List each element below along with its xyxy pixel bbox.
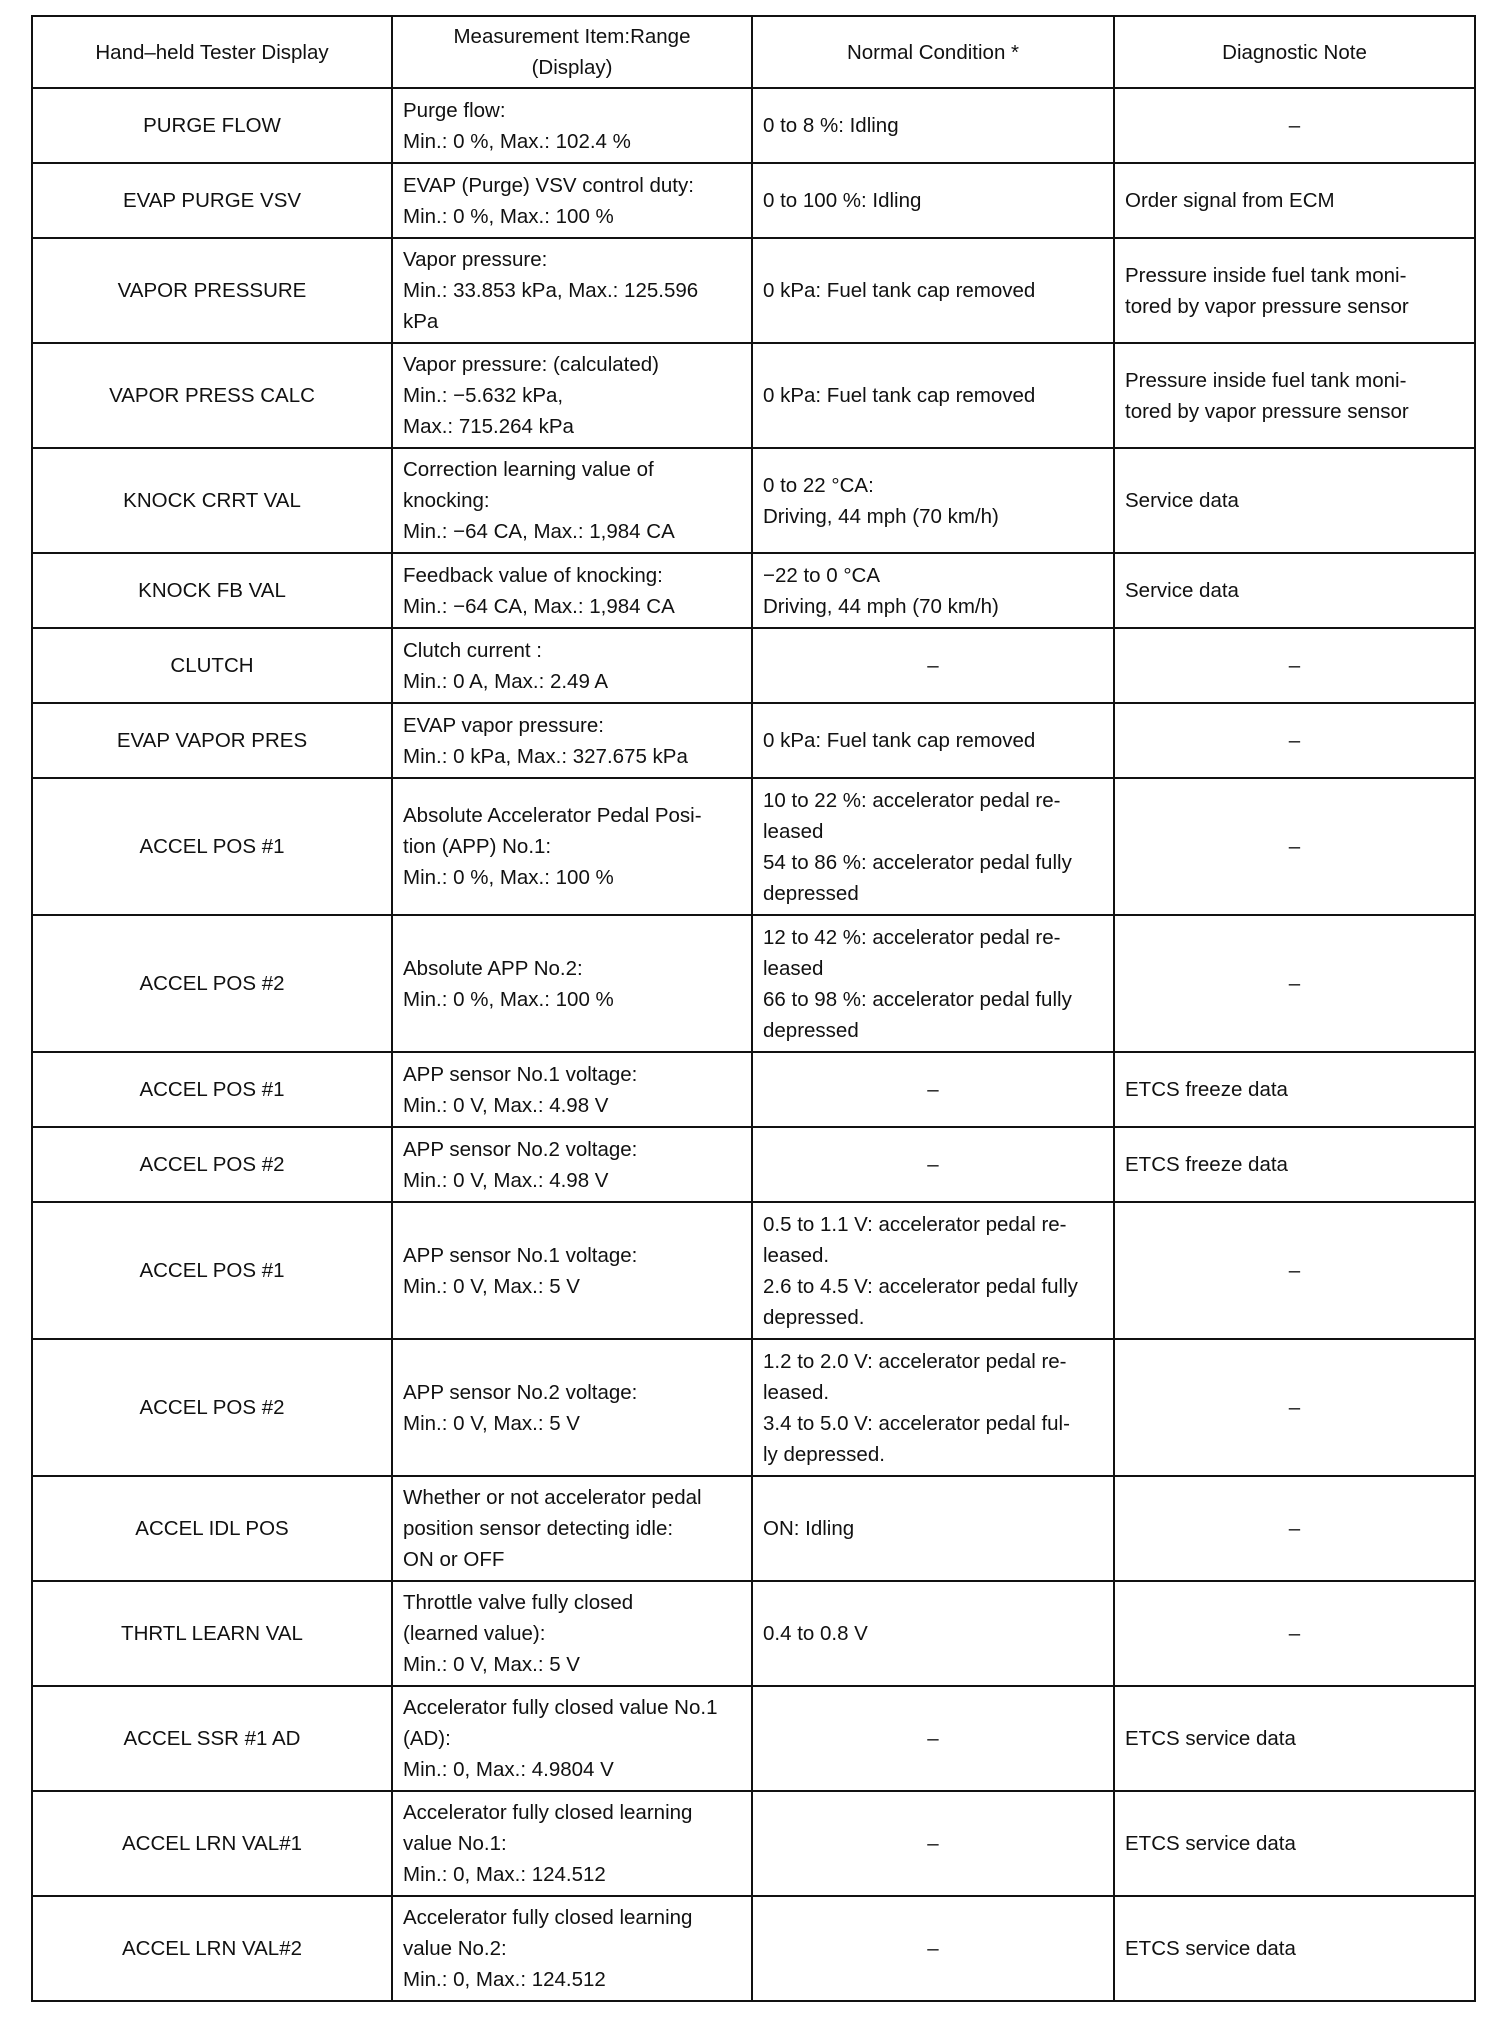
cell-measurement-item: EVAP (Purge) VSV control duty: Min.: 0 %, Max.: 100 %: [392, 163, 752, 238]
cell-measurement-item: APP sensor No.1 voltage: Min.: 0 V, Max.: 5 V: [392, 1202, 752, 1339]
cell-normal-condition: 0 to 100 %: Idling: [752, 163, 1114, 238]
cell-diagnostic-note: Service data: [1114, 553, 1475, 628]
header-tester-display: Hand–held Tester Display: [32, 16, 392, 88]
cell-tester-display: ACCEL LRN VAL#1: [32, 1791, 392, 1896]
cell-tester-display: KNOCK CRRT VAL: [32, 448, 392, 553]
cell-measurement-item: Purge flow: Min.: 0 %, Max.: 102.4 %: [392, 88, 752, 163]
cell-tester-display: PURGE FLOW: [32, 88, 392, 163]
cell-normal-condition: 0 kPa: Fuel tank cap removed: [752, 238, 1114, 343]
table-row: [32, 628, 1475, 703]
cell-measurement-item: Feedback value of knocking: Min.: −64 CA, Max.: 1,984 CA: [392, 553, 752, 628]
header-row: [32, 16, 1475, 88]
cell-normal-condition: 10 to 22 %: accelerator pedal re- leased 54 to 86 %: accelerator pedal fully depressed: [752, 778, 1114, 915]
cell-diagnostic-note: –: [1114, 1581, 1475, 1686]
table-row: [32, 703, 1475, 778]
cell-measurement-item: Correction learning value of knocking: Min.: −64 CA, Max.: 1,984 CA: [392, 448, 752, 553]
cell-tester-display: ACCEL POS #1: [32, 1202, 392, 1339]
cell-measurement-item: Accelerator fully closed learning value No.2: Min.: 0, Max.: 124.512: [392, 1896, 752, 2001]
cell-measurement-item: Clutch current : Min.: 0 A, Max.: 2.49 A: [392, 628, 752, 703]
cell-normal-condition: 0 kPa: Fuel tank cap removed: [752, 703, 1114, 778]
cell-diagnostic-note: Order signal from ECM: [1114, 163, 1475, 238]
header-measurement-item: Measurement Item:Range (Display): [392, 16, 752, 88]
cell-measurement-item: APP sensor No.2 voltage: Min.: 0 V, Max.: 5 V: [392, 1339, 752, 1476]
cell-tester-display: KNOCK FB VAL: [32, 553, 392, 628]
table-body: [32, 88, 1475, 2001]
table-row: [32, 915, 1475, 1052]
cell-normal-condition: –: [752, 1127, 1114, 1202]
cell-diagnostic-note: –: [1114, 628, 1475, 703]
cell-tester-display: ACCEL LRN VAL#2: [32, 1896, 392, 2001]
cell-measurement-item: Accelerator fully closed learning value No.1: Min.: 0, Max.: 124.512: [392, 1791, 752, 1896]
cell-normal-condition: 1.2 to 2.0 V: accelerator pedal re- leased. 3.4 to 5.0 V: accelerator pedal ful- ly depressed.: [752, 1339, 1114, 1476]
cell-diagnostic-note: ETCS service data: [1114, 1686, 1475, 1791]
cell-measurement-item: Accelerator fully closed value No.1 (AD): Min.: 0, Max.: 4.9804 V: [392, 1686, 752, 1791]
cell-measurement-item: Absolute Accelerator Pedal Posi- tion (APP) No.1: Min.: 0 %, Max.: 100 %: [392, 778, 752, 915]
cell-diagnostic-note: –: [1114, 1339, 1475, 1476]
cell-measurement-item: Vapor pressure: Min.: 33.853 kPa, Max.: 125.596 kPa: [392, 238, 752, 343]
cell-diagnostic-note: ETCS freeze data: [1114, 1127, 1475, 1202]
table-row: [32, 1476, 1475, 1581]
cell-tester-display: VAPOR PRESS CALC: [32, 343, 392, 448]
table-row: [32, 1052, 1475, 1127]
cell-normal-condition: –: [752, 1052, 1114, 1127]
table-row: [32, 1127, 1475, 1202]
cell-normal-condition: 0 to 8 %: Idling: [752, 88, 1114, 163]
header-diagnostic-note: Diagnostic Note: [1114, 16, 1475, 88]
cell-tester-display: THRTL LEARN VAL: [32, 1581, 392, 1686]
cell-measurement-item: Absolute APP No.2: Min.: 0 %, Max.: 100 %: [392, 915, 752, 1052]
cell-tester-display: ACCEL POS #1: [32, 778, 392, 915]
cell-measurement-item: APP sensor No.1 voltage: Min.: 0 V, Max.: 4.98 V: [392, 1052, 752, 1127]
table-row: [32, 238, 1475, 343]
cell-tester-display: EVAP VAPOR PRES: [32, 703, 392, 778]
cell-diagnostic-note: –: [1114, 88, 1475, 163]
cell-measurement-item: EVAP vapor pressure: Min.: 0 kPa, Max.: 327.675 kPa: [392, 703, 752, 778]
cell-normal-condition: 12 to 42 %: accelerator pedal re- leased 66 to 98 %: accelerator pedal fully depressed: [752, 915, 1114, 1052]
cell-diagnostic-note: ETCS service data: [1114, 1896, 1475, 2001]
cell-normal-condition: 0 to 22 °CA: Driving, 44 mph (70 km/h): [752, 448, 1114, 553]
cell-normal-condition: 0.5 to 1.1 V: accelerator pedal re- leased. 2.6 to 4.5 V: accelerator pedal fully depressed.: [752, 1202, 1114, 1339]
cell-diagnostic-note: –: [1114, 778, 1475, 915]
cell-diagnostic-note: Pressure inside fuel tank moni- tored by vapor pressure sensor: [1114, 238, 1475, 343]
table-row: [32, 1686, 1475, 1791]
cell-normal-condition: −22 to 0 °CA Driving, 44 mph (70 km/h): [752, 553, 1114, 628]
cell-diagnostic-note: –: [1114, 915, 1475, 1052]
cell-measurement-item: Vapor pressure: (calculated) Min.: −5.632 kPa, Max.: 715.264 kPa: [392, 343, 752, 448]
cell-measurement-item: Whether or not accelerator pedal position sensor detecting idle: ON or OFF: [392, 1476, 752, 1581]
table-row: [32, 1339, 1475, 1476]
cell-normal-condition: –: [752, 1686, 1114, 1791]
header-normal-condition: Normal Condition *: [752, 16, 1114, 88]
cell-tester-display: ACCEL POS #2: [32, 1127, 392, 1202]
cell-diagnostic-note: Service data: [1114, 448, 1475, 553]
table-row: [32, 88, 1475, 163]
cell-normal-condition: –: [752, 628, 1114, 703]
cell-diagnostic-note: –: [1114, 703, 1475, 778]
cell-normal-condition: ON: Idling: [752, 1476, 1114, 1581]
cell-tester-display: ACCEL POS #1: [32, 1052, 392, 1127]
cell-normal-condition: –: [752, 1791, 1114, 1896]
cell-tester-display: ACCEL POS #2: [32, 915, 392, 1052]
table-row: [32, 1896, 1475, 2001]
table-row: [32, 1202, 1475, 1339]
table-row: [32, 778, 1475, 915]
table-row: [32, 448, 1475, 553]
cell-tester-display: ACCEL IDL POS: [32, 1476, 392, 1581]
table-row: [32, 1581, 1475, 1686]
cell-measurement-item: APP sensor No.2 voltage: Min.: 0 V, Max.: 4.98 V: [392, 1127, 752, 1202]
cell-tester-display: ACCEL SSR #1 AD: [32, 1686, 392, 1791]
tester-data-table: [31, 15, 1476, 2002]
cell-tester-display: CLUTCH: [32, 628, 392, 703]
table-row: [32, 1791, 1475, 1896]
cell-diagnostic-note: ETCS service data: [1114, 1791, 1475, 1896]
table-row: [32, 553, 1475, 628]
table-row: [32, 343, 1475, 448]
cell-tester-display: VAPOR PRESSURE: [32, 238, 392, 343]
cell-measurement-item: Throttle valve fully closed (learned value): Min.: 0 V, Max.: 5 V: [392, 1581, 752, 1686]
cell-diagnostic-note: –: [1114, 1476, 1475, 1581]
cell-normal-condition: 0 kPa: Fuel tank cap removed: [752, 343, 1114, 448]
table-row: [32, 163, 1475, 238]
cell-tester-display: EVAP PURGE VSV: [32, 163, 392, 238]
cell-diagnostic-note: –: [1114, 1202, 1475, 1339]
cell-tester-display: ACCEL POS #2: [32, 1339, 392, 1476]
cell-normal-condition: 0.4 to 0.8 V: [752, 1581, 1114, 1686]
cell-diagnostic-note: Pressure inside fuel tank moni- tored by vapor pressure sensor: [1114, 343, 1475, 448]
cell-normal-condition: –: [752, 1896, 1114, 2001]
cell-diagnostic-note: ETCS freeze data: [1114, 1052, 1475, 1127]
